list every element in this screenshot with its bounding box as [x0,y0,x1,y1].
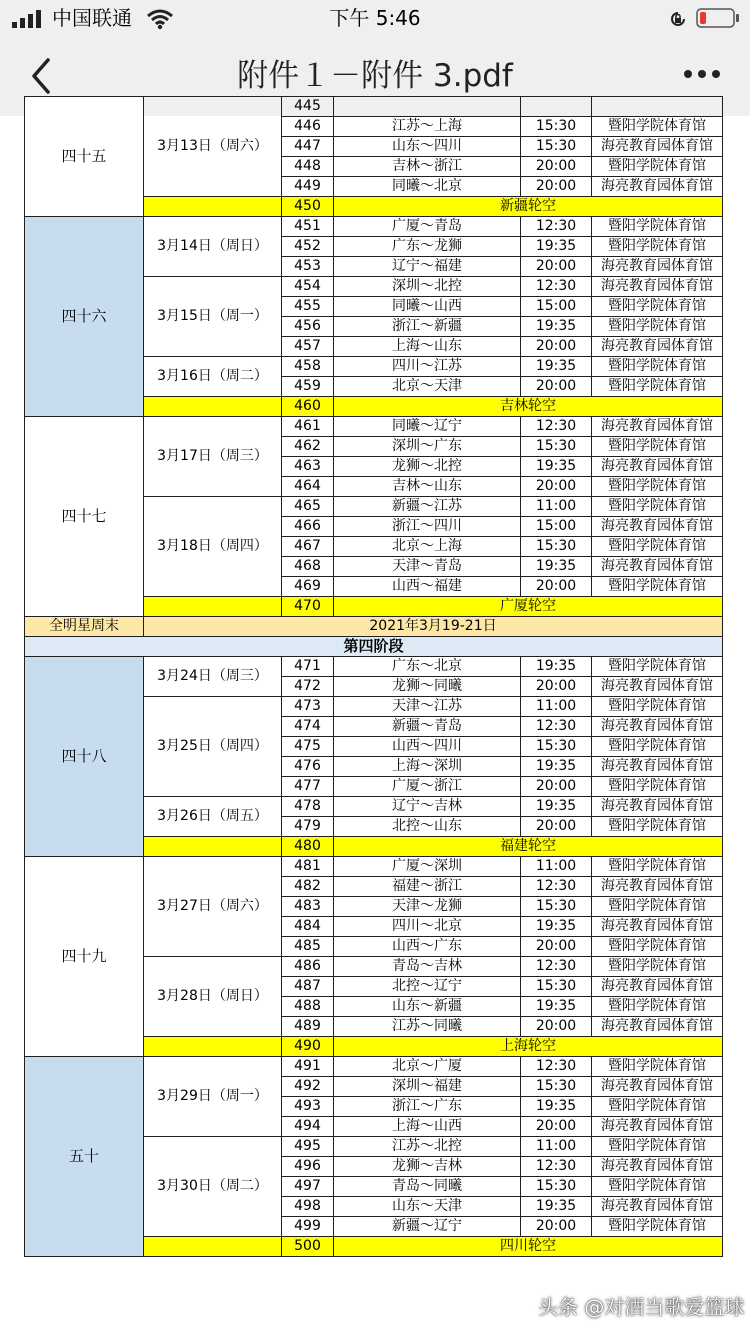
game-number: 448 [282,157,334,177]
game-number: 492 [282,1077,334,1097]
matchup: 广厦～深圳 [334,857,521,877]
document-title: 附件１－附件 3.pdf [237,58,513,94]
date-cell: 3月24日（周三） [144,657,282,697]
game-number: 446 [282,117,334,137]
game-time: 19:35 [521,237,592,257]
carrier-label: 中国联通 [52,6,132,30]
game-number: 445 [282,97,334,117]
game-time: 20:00 [521,377,592,397]
venue: 暨阳学院体育馆 [592,577,723,597]
game-number: 458 [282,357,334,377]
round-cell: 四十七 [25,417,144,617]
venue: 海亮教育园体育馆 [592,1017,723,1037]
game-number: 456 [282,317,334,337]
bye-team: 上海轮空 [334,1037,723,1057]
game-row [25,857,723,877]
venue: 海亮教育园体育馆 [592,917,723,937]
game-number: 485 [282,937,334,957]
venue: 暨阳学院体育馆 [592,1137,723,1157]
game-time: 12:30 [521,717,592,737]
game-number: 496 [282,1157,334,1177]
matchup: 新疆～江苏 [334,497,521,517]
game-row [25,657,723,677]
game-number: 483 [282,897,334,917]
bye-date-cell [144,837,282,857]
venue: 暨阳学院体育馆 [592,997,723,1017]
game-time: 15:30 [521,1177,592,1197]
venue: 暨阳学院体育馆 [592,737,723,757]
game-number: 498 [282,1197,334,1217]
round-cell: 四十八 [25,657,144,857]
game-time: 12:30 [521,1057,592,1077]
round-cell: 四十六 [25,217,144,417]
game-time: 20:00 [521,577,592,597]
game-number: 469 [282,577,334,597]
venue: 海亮教育园体育馆 [592,1157,723,1177]
phase-title: 第四阶段 [25,637,723,657]
game-number: 481 [282,857,334,877]
matchup: 深圳～福建 [334,1077,521,1097]
matchup: 四川～江苏 [334,357,521,377]
matchup: 福建～浙江 [334,877,521,897]
matchup: 天津～龙狮 [334,897,521,917]
game-number: 472 [282,677,334,697]
all-star-dates: 2021年3月19-21日 [144,617,723,637]
date-cell: 3月15日（周一） [144,277,282,357]
game-time: 11:00 [521,1137,592,1157]
matchup: 天津～青岛 [334,557,521,577]
bye-game-number: 490 [282,1037,334,1057]
game-row [25,97,723,117]
matchup: 山西～福建 [334,577,521,597]
matchup: 浙江～广东 [334,1097,521,1117]
game-time: 20:00 [521,1217,592,1237]
game-number: 464 [282,477,334,497]
bye-game-number: 480 [282,837,334,857]
venue: 海亮教育园体育馆 [592,257,723,277]
game-time: 15:30 [521,117,592,137]
status-bar [0,0,750,36]
game-number: 488 [282,997,334,1017]
game-number: 499 [282,1217,334,1237]
venue: 海亮教育园体育馆 [592,797,723,817]
date-cell: 3月17日（周三） [144,417,282,497]
matchup: 龙狮～同曦 [334,677,521,697]
venue: 暨阳学院体育馆 [592,297,723,317]
venue: 暨阳学院体育馆 [592,537,723,557]
game-number: 459 [282,377,334,397]
venue: 暨阳学院体育馆 [592,497,723,517]
game-time: 15:30 [521,977,592,997]
status-time: 下午 5:46 [329,6,421,30]
bye-team: 新疆轮空 [334,197,723,217]
phase-header-row [25,637,723,657]
bye-team: 吉林轮空 [334,397,723,417]
matchup: 同曦～北京 [334,177,521,197]
matchup: 上海～深圳 [334,757,521,777]
matchup: 新疆～辽宁 [334,1217,521,1237]
game-number: 493 [282,1097,334,1117]
matchup: 北京～广厦 [334,1057,521,1077]
matchup: 山西～四川 [334,737,521,757]
matchup: 上海～山西 [334,1117,521,1137]
matchup: 辽宁～吉林 [334,797,521,817]
game-time: 15:00 [521,297,592,317]
matchup: 北控～山东 [334,817,521,837]
matchup: 北京～天津 [334,377,521,397]
venue: 海亮教育园体育馆 [592,457,723,477]
matchup: 吉林～浙江 [334,157,521,177]
game-number: 497 [282,1177,334,1197]
round-cell: 四十九 [25,857,144,1057]
game-time: 19:35 [521,357,592,377]
matchup: 广东～龙狮 [334,237,521,257]
game-time: 12:30 [521,1157,592,1177]
game-time: 19:35 [521,317,592,337]
matchup: 龙狮～北控 [334,457,521,477]
bye-date-cell [144,597,282,617]
game-time: 19:35 [521,917,592,937]
game-time: 15:30 [521,137,592,157]
game-time: 20:00 [521,937,592,957]
venue: 暨阳学院体育馆 [592,817,723,837]
bye-date-cell [144,1237,282,1257]
venue: 海亮教育园体育馆 [592,277,723,297]
game-number: 473 [282,697,334,717]
venue: 海亮教育园体育馆 [592,557,723,577]
venue: 海亮教育园体育馆 [592,1077,723,1097]
orientation-lock-icon [668,9,688,29]
venue: 暨阳学院体育馆 [592,377,723,397]
venue: 暨阳学院体育馆 [592,857,723,877]
venue: 暨阳学院体育馆 [592,437,723,457]
venue: 海亮教育园体育馆 [592,177,723,197]
matchup: 同曦～辽宁 [334,417,521,437]
venue: 海亮教育园体育馆 [592,337,723,357]
venue: 海亮教育园体育馆 [592,757,723,777]
venue: 海亮教育园体育馆 [592,977,723,997]
game-number: 486 [282,957,334,977]
game-time: 20:00 [521,177,592,197]
game-number: 457 [282,337,334,357]
date-cell: 3月16日（周二） [144,357,282,397]
game-number: 491 [282,1057,334,1077]
matchup: 山东～新疆 [334,997,521,1017]
matchup: 江苏～同曦 [334,1017,521,1037]
venue: 暨阳学院体育馆 [592,317,723,337]
date-cell: 3月28日（周日） [144,957,282,1037]
game-time: 19:35 [521,797,592,817]
venue: 暨阳学院体育馆 [592,657,723,677]
date-cell: 3月29日（周一） [144,1057,282,1137]
bye-date-cell [144,1037,282,1057]
date-cell: 3月30日（周二） [144,1137,282,1237]
game-number: 495 [282,1137,334,1157]
round-cell: 五十 [25,1057,144,1257]
game-time: 11:00 [521,497,592,517]
bye-game-number: 500 [282,1237,334,1257]
bye-game-number: 450 [282,197,334,217]
venue: 海亮教育园体育馆 [592,717,723,737]
battery-icon [696,8,740,28]
venue: 暨阳学院体育馆 [592,357,723,377]
date-cell: 3月27日（周六） [144,857,282,957]
matchup: 辽宁～福建 [334,257,521,277]
game-row [25,417,723,437]
matchup: 山东～天津 [334,1197,521,1217]
matchup: 广厦～浙江 [334,777,521,797]
game-number: 474 [282,717,334,737]
venue: 暨阳学院体育馆 [592,217,723,237]
game-time: 12:30 [521,957,592,977]
venue: 暨阳学院体育馆 [592,897,723,917]
game-time: 19:35 [521,1197,592,1217]
date-cell: 3月26日（周五） [144,797,282,837]
matchup: 同曦～山西 [334,297,521,317]
matchup: 四川～北京 [334,917,521,937]
venue [592,97,723,117]
bye-team: 广厦轮空 [334,597,723,617]
matchup: 青岛～同曦 [334,1177,521,1197]
date-cell: 3月18日（周四） [144,497,282,597]
matchup [334,97,521,117]
game-time: 20:00 [521,677,592,697]
game-time: 19:35 [521,757,592,777]
matchup: 新疆～青岛 [334,717,521,737]
round-cell: 四十五 [25,97,144,217]
game-time: 15:30 [521,737,592,757]
game-number: 453 [282,257,334,277]
matchup: 深圳～北控 [334,277,521,297]
venue: 暨阳学院体育馆 [592,1177,723,1197]
bye-team: 四川轮空 [334,1237,723,1257]
game-time: 20:00 [521,257,592,277]
game-number: 452 [282,237,334,257]
matchup: 北京～上海 [334,537,521,557]
game-time: 15:30 [521,537,592,557]
venue: 海亮教育园体育馆 [592,137,723,157]
game-time: 19:35 [521,557,592,577]
matchup: 山西～广东 [334,937,521,957]
matchup: 吉林～山东 [334,477,521,497]
game-time: 20:00 [521,777,592,797]
bye-game-number: 460 [282,397,334,417]
game-number: 461 [282,417,334,437]
source-watermark: 头条 @对酒当歌爱篮球 [538,1295,745,1319]
game-time: 20:00 [521,337,592,357]
game-time: 20:00 [521,157,592,177]
game-number: 465 [282,497,334,517]
game-number: 494 [282,1117,334,1137]
bye-team: 福建轮空 [334,837,723,857]
game-number: 454 [282,277,334,297]
bye-game-number: 470 [282,597,334,617]
venue: 暨阳学院体育馆 [592,957,723,977]
game-number: 451 [282,217,334,237]
venue: 暨阳学院体育馆 [592,1217,723,1237]
game-number: 476 [282,757,334,777]
game-time: 20:00 [521,477,592,497]
game-number: 455 [282,297,334,317]
date-cell: 3月25日（周四） [144,697,282,797]
venue: 海亮教育园体育馆 [592,417,723,437]
game-number: 477 [282,777,334,797]
matchup: 天津～江苏 [334,697,521,717]
matchup: 北控～辽宁 [334,977,521,997]
venue: 暨阳学院体育馆 [592,477,723,497]
matchup: 深圳～广东 [334,437,521,457]
game-time: 12:30 [521,417,592,437]
venue: 暨阳学院体育馆 [592,777,723,797]
game-row [25,217,723,237]
game-time: 20:00 [521,817,592,837]
all-star-label: 全明星周末 [25,617,144,637]
game-time [521,97,592,117]
venue: 暨阳学院体育馆 [592,117,723,137]
matchup: 山东～四川 [334,137,521,157]
matchup: 广东～北京 [334,657,521,677]
game-number: 478 [282,797,334,817]
game-time: 12:30 [521,217,592,237]
venue: 暨阳学院体育馆 [592,237,723,257]
game-time: 15:30 [521,1077,592,1097]
matchup: 上海～山东 [334,337,521,357]
game-number: 471 [282,657,334,677]
matchup: 浙江～新疆 [334,317,521,337]
matchup: 江苏～上海 [334,117,521,137]
game-number: 489 [282,1017,334,1037]
matchup: 龙狮～吉林 [334,1157,521,1177]
game-time: 19:35 [521,1097,592,1117]
game-number: 463 [282,457,334,477]
venue: 暨阳学院体育馆 [592,697,723,717]
game-time: 12:30 [521,277,592,297]
date-cell: 3月13日（周六） [144,97,282,197]
matchup: 青岛～吉林 [334,957,521,977]
venue: 海亮教育园体育馆 [592,677,723,697]
game-number: 468 [282,557,334,577]
game-number: 466 [282,517,334,537]
game-number: 479 [282,817,334,837]
game-time: 12:30 [521,877,592,897]
game-number: 475 [282,737,334,757]
venue: 海亮教育园体育馆 [592,1197,723,1217]
venue: 海亮教育园体育馆 [592,877,723,897]
game-number: 449 [282,177,334,197]
date-cell: 3月14日（周日） [144,217,282,277]
bye-date-cell [144,397,282,417]
game-time: 20:00 [521,1117,592,1137]
venue: 暨阳学院体育馆 [592,1097,723,1117]
game-time: 15:30 [521,897,592,917]
game-row [25,1057,723,1077]
game-time: 19:35 [521,657,592,677]
venue: 海亮教育园体育馆 [592,1117,723,1137]
venue: 暨阳学院体育馆 [592,157,723,177]
more-options-icon[interactable] [682,64,722,84]
game-time: 15:00 [521,517,592,537]
game-number: 447 [282,137,334,157]
matchup: 江苏～北控 [334,1137,521,1157]
game-number: 484 [282,917,334,937]
game-number: 487 [282,977,334,997]
bye-date-cell [144,197,282,217]
game-number: 482 [282,877,334,897]
all-star-row [25,617,723,637]
game-time: 19:35 [521,997,592,1017]
game-time: 11:00 [521,857,592,877]
game-number: 467 [282,537,334,557]
matchup: 广厦～青岛 [334,217,521,237]
game-time: 19:35 [521,457,592,477]
game-time: 11:00 [521,697,592,717]
venue: 海亮教育园体育馆 [592,517,723,537]
game-number: 462 [282,437,334,457]
venue: 暨阳学院体育馆 [592,937,723,957]
venue: 暨阳学院体育馆 [592,1057,723,1077]
matchup: 浙江～四川 [334,517,521,537]
pdf-viewer[interactable] [0,98,750,1334]
game-time: 15:30 [521,437,592,457]
schedule-table [24,96,723,1257]
game-time: 20:00 [521,1017,592,1037]
